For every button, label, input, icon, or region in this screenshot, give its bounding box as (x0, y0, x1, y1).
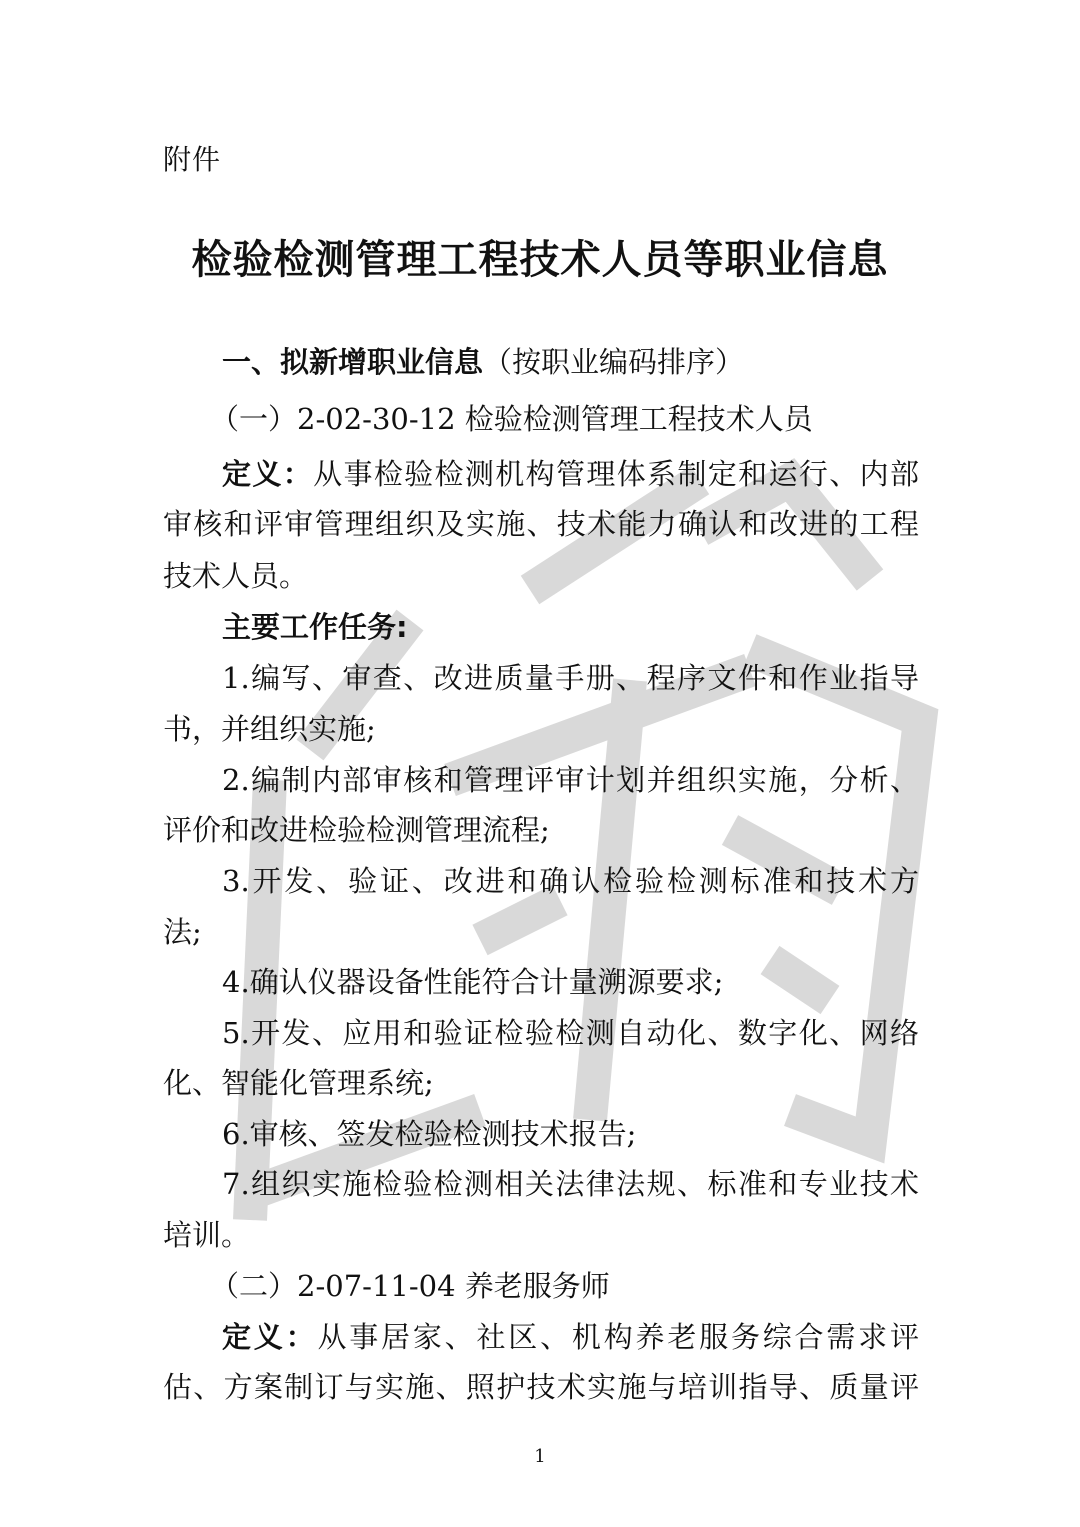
occupation-1-definition-line-2: 审核和评审管理组织及实施、技术能力确认和改进的工程 (163, 507, 919, 541)
page-number: 1 (534, 1446, 546, 1467)
document-title: 检验检测管理工程技术人员等职业信息 (191, 237, 889, 283)
task-7-line-1: 7.组织实施检验检测相关法律法规、标准和专业技术 (222, 1167, 919, 1201)
section-heading (222, 340, 919, 381)
task-6-line-1: 6.审核、签发检验检测技术报告; (222, 1117, 637, 1151)
task-5-line-1: 5.开发、应用和验证检验检测自动化、数字化、网络 (222, 1016, 919, 1050)
occupation-2-definition-line-1 (222, 1315, 919, 1356)
tasks-label: 主要工作任务: (222, 610, 408, 644)
occupation-2-heading: （二）2-07-11-04 养老服务师 (210, 1269, 610, 1303)
occupation-1-definition-line-3: 技术人员。 (163, 559, 309, 593)
definition-label: 定义： (222, 1320, 318, 1354)
task-5-line-2: 化、智能化管理系统; (163, 1066, 434, 1100)
task-2-line-1: 2.编制内部审核和管理评审计划并组织实施，分析、 (222, 763, 919, 797)
task-3-line-2: 法; (163, 915, 202, 949)
attachment-label: 附件 (163, 143, 222, 176)
section-heading-text: 一、拟新增职业信息 (222, 345, 484, 379)
occupation-1-heading: （一）2-02-30-12 检验检测管理工程技术人员 (210, 402, 813, 436)
definition-text: 从事检验检测机构管理体系制定和运行、内部 (313, 457, 919, 491)
task-7-line-2: 培训。 (163, 1218, 251, 1252)
definition-text: 从事居家、社区、机构养老服务综合需求评 (317, 1320, 919, 1354)
occupation-2-definition-line-2: 估、方案制订与实施、照护技术实施与培训指导、质量评 (163, 1370, 919, 1404)
section-note: （按职业编码排序） (483, 345, 745, 379)
task-1-line-2: 书，并组织实施; (163, 712, 376, 746)
occupation-1-definition-line-1 (222, 452, 919, 493)
task-4-line-1: 4.确认仪器设备性能符合计量溯源要求; (222, 965, 724, 999)
task-1-line-1: 1.编写、审查、改进质量手册、程序文件和作业指导 (222, 661, 919, 695)
definition-label: 定义： (222, 457, 314, 491)
task-2-line-2: 评价和改进检验检测管理流程; (163, 813, 550, 847)
task-3-line-1: 3.开发、验证、改进和确认检验检测标准和技术方 (222, 864, 919, 898)
